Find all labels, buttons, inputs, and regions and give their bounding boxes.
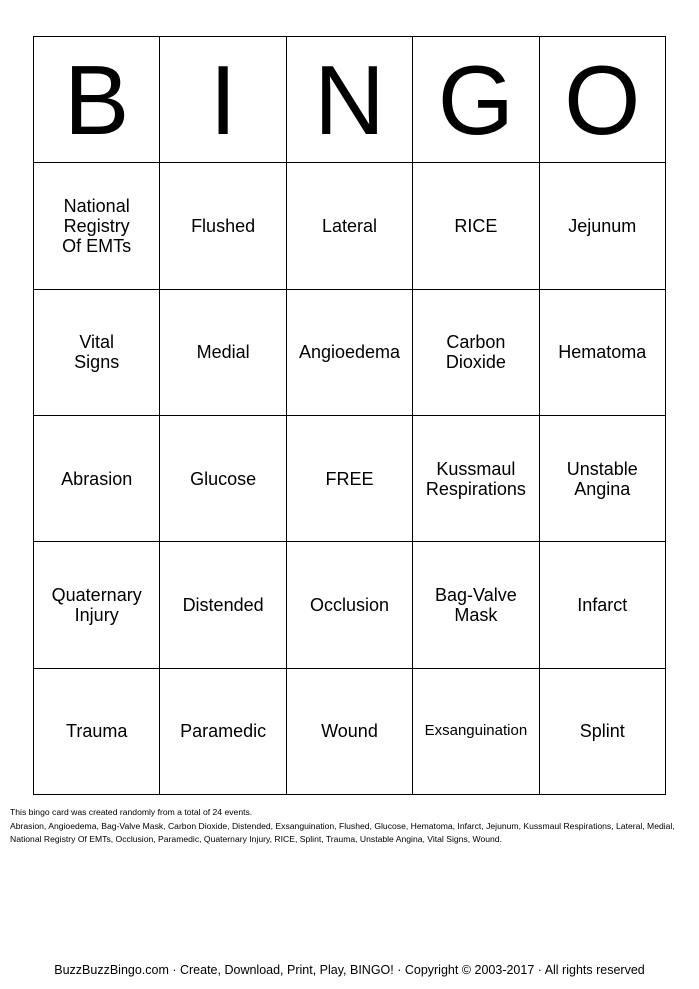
square-label: Unstable Angina: [566, 458, 638, 499]
square-label: Quaternary Injury: [51, 584, 142, 625]
square-label: Hematoma: [558, 342, 647, 363]
bingo-square: [413, 290, 539, 416]
bingo-square: [540, 669, 666, 795]
square-label: Infarct: [577, 594, 628, 615]
square-label: Splint: [579, 721, 625, 742]
bingo-square: [413, 542, 539, 668]
square-label: Wound: [321, 721, 378, 742]
square-label: Vital Signs: [74, 332, 120, 373]
bingo-square: [540, 416, 666, 542]
bingo-square: [413, 163, 539, 289]
square-label: Distended: [182, 594, 264, 615]
square-label: FREE: [325, 468, 374, 489]
header-cell-i: [160, 37, 286, 163]
header-cell-o: [540, 37, 666, 163]
bingo-square: [413, 416, 539, 542]
bingo-square: [413, 669, 539, 795]
bingo-square: [160, 542, 286, 668]
square-label: National Registry Of EMTs: [62, 195, 132, 257]
bingo-square: [34, 163, 160, 289]
bingo-square: [34, 542, 160, 668]
square-label: Medial: [196, 342, 250, 363]
bingo-square: [160, 669, 286, 795]
square-label: Exsanguination: [424, 721, 528, 739]
square-label: Occlusion: [309, 594, 389, 615]
bingo-square: [540, 290, 666, 416]
bingo-square: [540, 163, 666, 289]
bingo-square: [34, 290, 160, 416]
bingo-square: [34, 669, 160, 795]
bingo-square: [160, 416, 286, 542]
square-label: Angioedema: [298, 342, 401, 363]
square-label: RICE: [454, 215, 498, 236]
bingo-square: [160, 290, 286, 416]
notes-events-list: Abrasion, Angioedema, Bag-Valve Mask, Carbon Dioxide, Distended, Exsanguination, Flushed, Glucose, Hematoma, Infarct, Jejunum, Kussmaul Respirations, Lateral, Medial, National Registry Of EMTs, Occlusion, Paramedic, Quaternary Injury, RICE, Splint, Trauma, Unstable Angina, Vital Signs, Wound.: [10, 820, 675, 844]
bingo-square: [540, 542, 666, 668]
header-letter: O: [564, 44, 641, 155]
header-letter: B: [64, 44, 130, 155]
card-notes: [10, 806, 690, 847]
header-letter: G: [437, 44, 514, 155]
bingo-square: [160, 163, 286, 289]
header-letter: I: [209, 44, 237, 155]
bingo-square: [34, 416, 160, 542]
free-square: [287, 416, 413, 542]
bingo-square: [287, 669, 413, 795]
square-label: Kussmaul Respirations: [425, 458, 526, 499]
square-label: Flushed: [191, 215, 256, 236]
bingo-square: [287, 163, 413, 289]
bingo-square: [287, 542, 413, 668]
square-label: Glucose: [190, 468, 257, 489]
square-label: Carbon Dioxide: [445, 332, 506, 373]
square-label: Bag-Valve Mask: [435, 584, 517, 625]
footer-copyright: BuzzBuzzBingo.com · Create, Download, Print, Play, BINGO! · Copyright © 2003-2017 · All rights reserved: [54, 963, 645, 977]
bingo-card: [33, 36, 666, 795]
square-label: Trauma: [66, 721, 128, 742]
square-label: Jejunum: [568, 215, 637, 236]
header-cell-g: [413, 37, 539, 163]
header-letter: N: [314, 44, 385, 155]
square-label: Lateral: [321, 215, 378, 236]
header-cell-b: [34, 37, 160, 163]
square-label: Abrasion: [61, 468, 133, 489]
header-cell-n: [287, 37, 413, 163]
notes-intro: This bingo card was created randomly from a total of 24 events.: [10, 807, 253, 817]
square-label: Paramedic: [180, 721, 267, 742]
bingo-square: [287, 290, 413, 416]
